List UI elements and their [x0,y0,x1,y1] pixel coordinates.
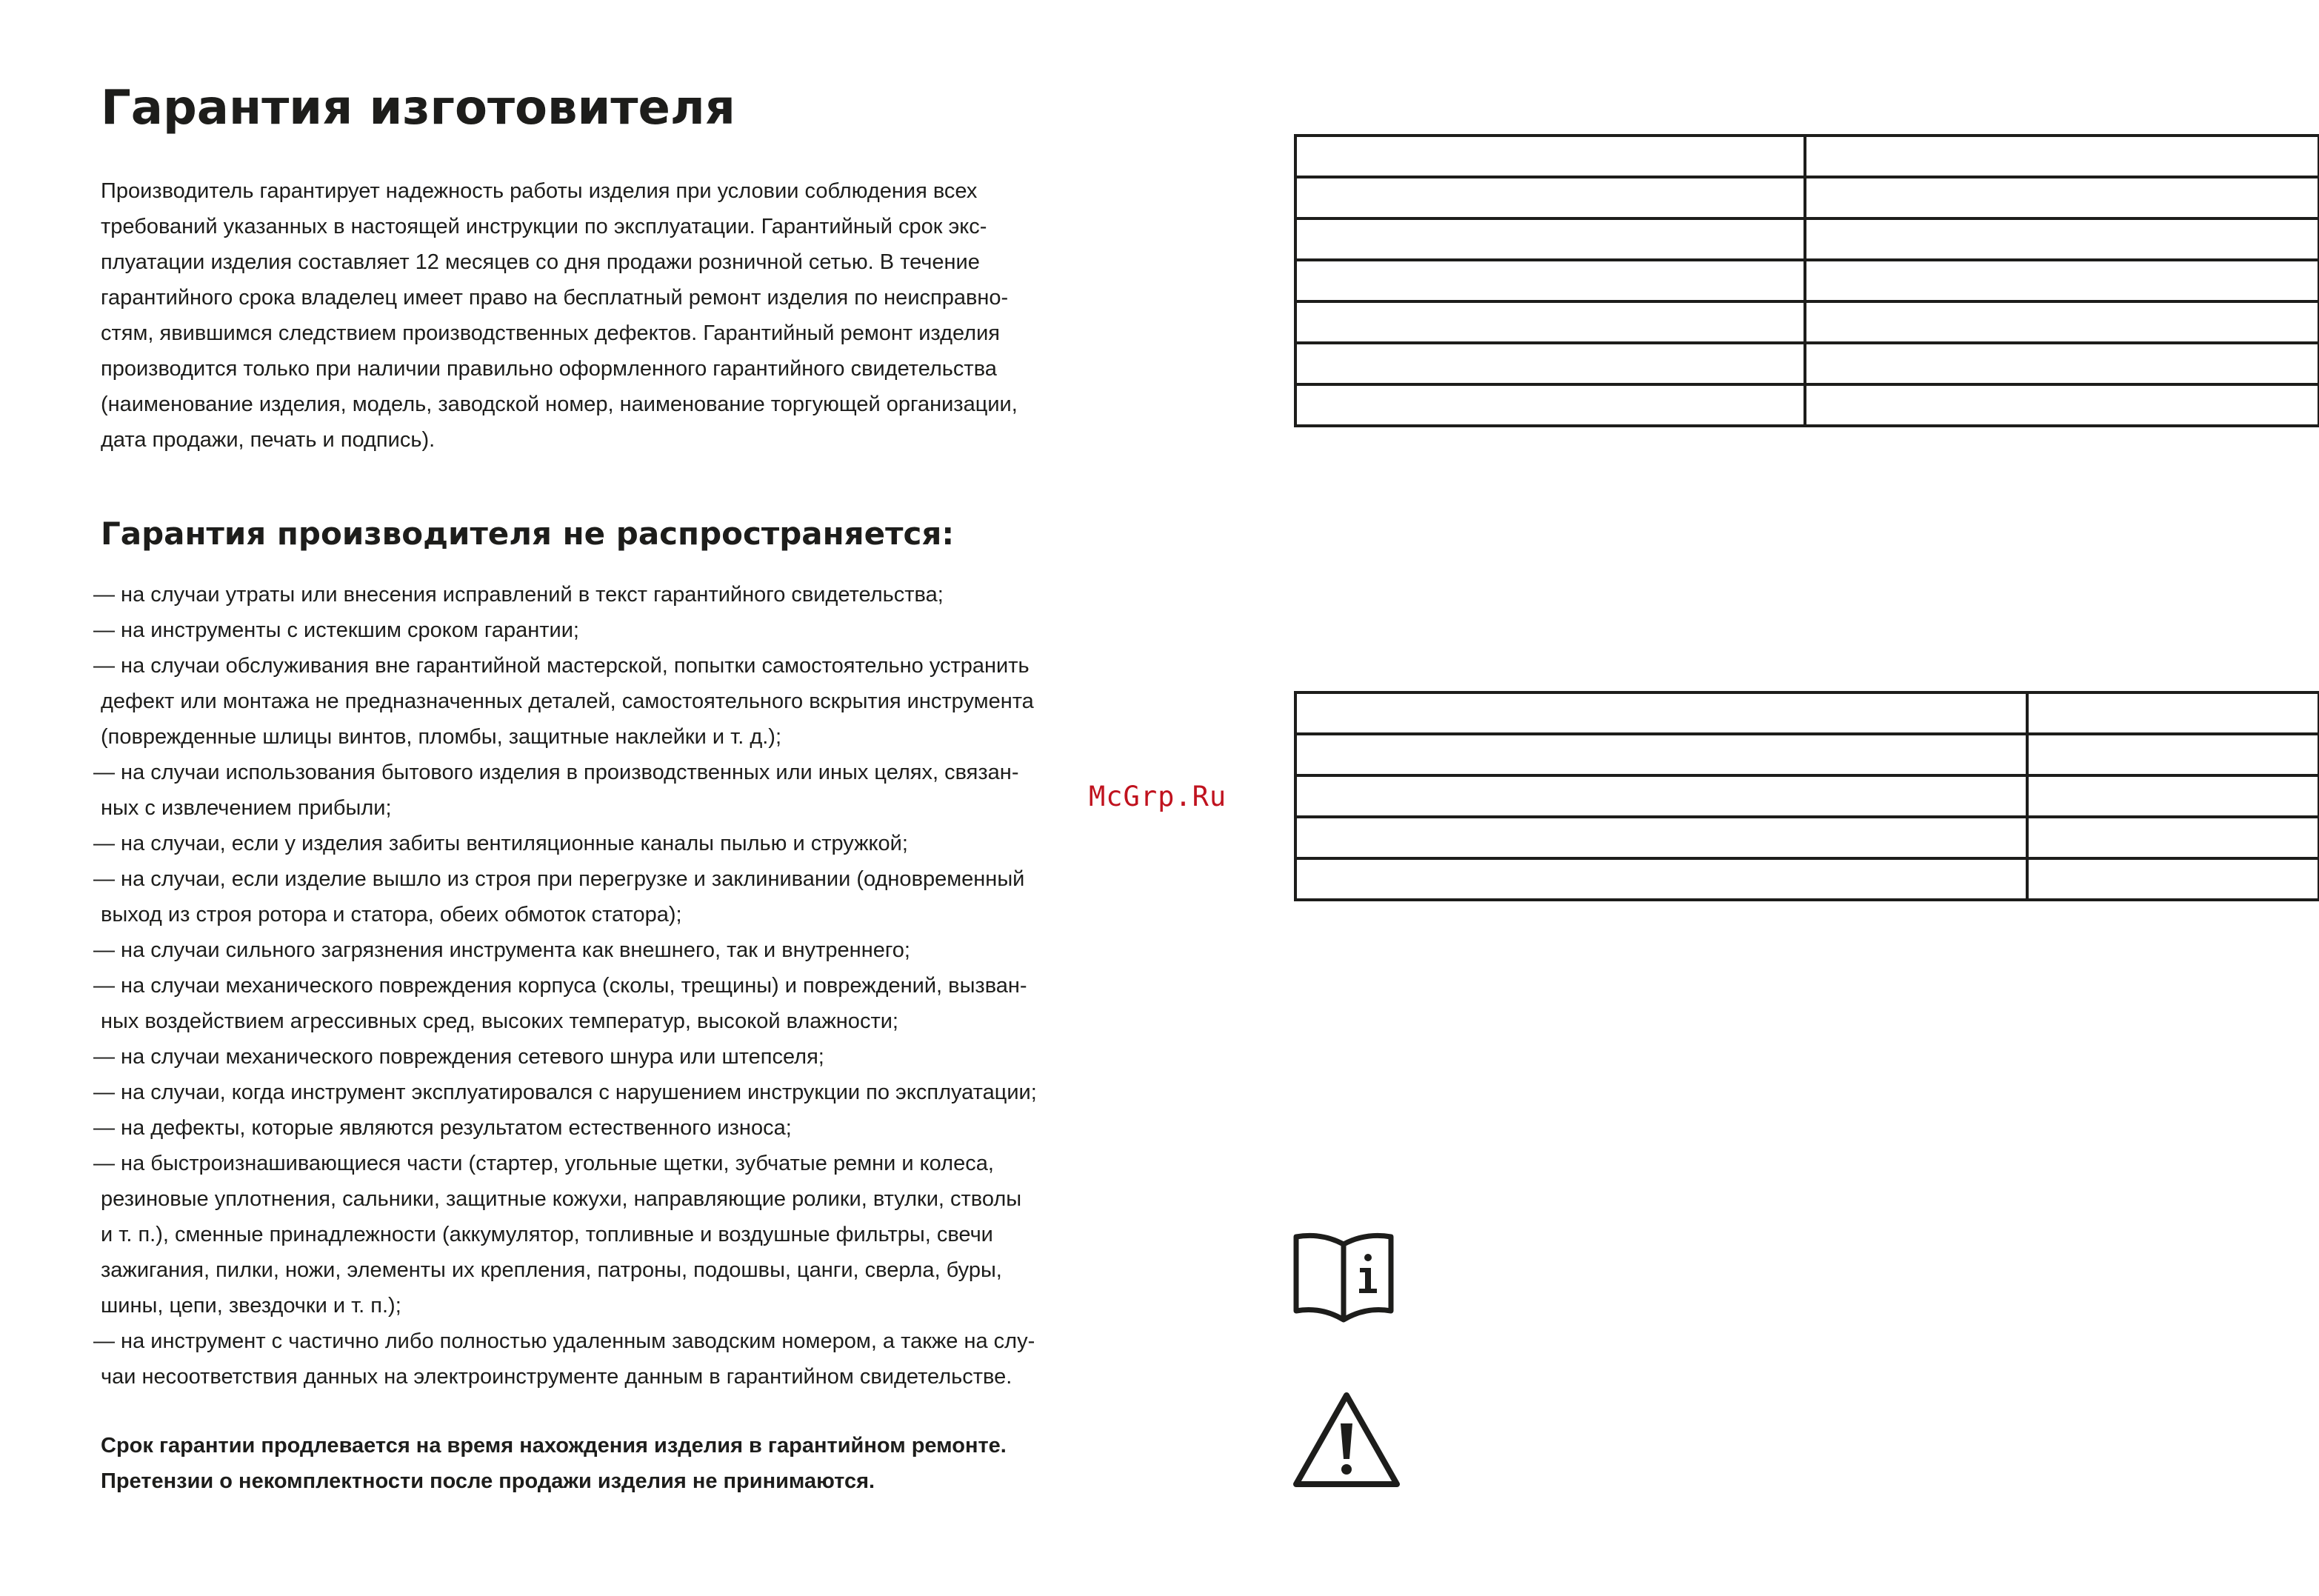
table-row [1295,301,2319,343]
intro-line: требований указанных в настоящей инструкции по эксплуатации. Гарантийный срок экс- [101,215,987,238]
table-row [1295,136,2319,177]
table-cell [1805,343,2319,384]
footer-line: Претензии о некомплектности после продажи изделия не принимаются. [101,1469,875,1493]
info-book-icon [1292,1229,1395,1324]
table-cell [1295,177,1805,218]
table-row [1295,384,2319,426]
table-cell [1805,218,2319,260]
list-item: — на случаи использования бытового изделия в производственных или иных целях, связан- [93,761,1019,784]
intro-line: дата продажи, печать и подпись). [101,428,436,452]
intro-line: производится только при наличии правильно оформленного гарантийного свидетельства [101,357,997,381]
table-row [1295,343,2319,384]
service-record-table [1294,691,2319,901]
list-item-continuation: дефект или монтажа не предназначенных деталей, самостоятельного вскрытия инструмента [101,690,1034,713]
exclusions-heading: Гарантия производителя не распространяется: [101,515,955,552]
list-item: — на случаи сильного загрязнения инструмента как внешнего, так и внутреннего; [93,938,910,962]
intro-line: (наименование изделия, модель, заводской номер, наименование торгующей организации, [101,393,1018,416]
table-cell [1295,384,1805,426]
list-item: — на случаи механического повреждения корпуса (сколы, трещины) и повреждений, вызван- [93,974,1027,998]
table-row [1295,734,2319,775]
list-item-continuation: ных воздействием агрессивных сред, высоких температур, высокой влажности; [101,1009,898,1033]
table-cell [1805,177,2319,218]
table-cell [1295,858,2027,900]
list-item: — на случаи, если изделие вышло из строя при перегрузке и заклинивании (одновременный [93,867,1025,891]
table-cell [1295,218,1805,260]
table-row [1295,775,2319,817]
table-row [1295,692,2319,734]
page-title: Гарантия изготовителя [101,81,735,136]
list-item-continuation: и т. п.), сменные принадлежности (аккумулятор, топливные и воздушные фильтры, свечи [101,1223,993,1246]
list-item: — на случаи механического повреждения сетевого шнура или штепселя; [93,1045,824,1069]
table-cell [1295,301,1805,343]
table-cell [1295,260,1805,301]
table-row [1295,817,2319,858]
warning-icon [1292,1391,1401,1489]
list-item: — на случаи, когда инструмент эксплуатировался с нарушением инструкции по эксплуатации; [93,1081,1037,1104]
intro-line: стям, явившимся следствием производственных дефектов. Гарантийный ремонт изделия [101,321,1001,345]
intro-line: плуатации изделия составляет 12 месяцев со дня продажи розничной сетью. В течение [101,250,980,274]
list-item-continuation: выход из строя ротора и статора, обеих обмоток статора); [101,903,682,926]
table-cell [1295,136,1805,177]
table-cell [2027,692,2319,734]
table-cell [1805,136,2319,177]
list-item-continuation: чаи несоответствия данных на электроинструменте данным в гарантийном свидетельстве. [101,1365,1012,1389]
table-cell [1805,384,2319,426]
list-item-continuation: (поврежденные шлицы винтов, пломбы, защитные наклейки и т. д.); [101,725,782,749]
table-cell [2027,858,2319,900]
list-item: — на дефекты, которые являются результатом естественного износа; [93,1116,792,1140]
warranty-form-table [1294,134,2319,427]
list-item: — на инструмент с частично либо полностью удаленным заводским номером, а также на слу- [93,1329,1035,1353]
table-cell [2027,775,2319,817]
table-row [1295,260,2319,301]
list-item: — на случаи, если у изделия забиты вентиляционные каналы пылью и стружкой; [93,832,908,855]
list-item: — на случаи обслуживания вне гарантийной мастерской, попытки самостоятельно устранить [93,654,1030,678]
table-cell [1295,817,2027,858]
list-item: — на быстроизнашивающиеся части (стартер, угольные щетки, зубчатые ремни и колеса, [93,1152,994,1175]
table-cell [2027,817,2319,858]
table-cell [1295,775,2027,817]
table-cell [1295,692,2027,734]
table-cell [1805,301,2319,343]
table-row [1295,218,2319,260]
list-item: — на инструменты с истекшим сроком гарантии; [93,618,579,642]
intro-line: гарантийного срока владелец имеет право на бесплатный ремонт изделия по неисправно- [101,286,1009,310]
warranty-footer-note [101,1428,1152,1499]
list-item-continuation: ных с извлечением прибыли; [101,796,392,820]
exclusions-list [93,577,1160,1395]
list-item-continuation: зажигания, пилки, ножи, элементы их крепления, патроны, подошвы, цанги, сверла, буры, [101,1258,1002,1282]
table-cell [1805,260,2319,301]
table-cell [1295,734,2027,775]
table-row [1295,858,2319,900]
watermark: McGrp.Ru [1089,781,1227,812]
list-item: — на случаи утраты или внесения исправлений в текст гарантийного свидетельства; [93,583,944,607]
footer-line: Срок гарантии продлевается на время нахождения изделия в гарантийном ремонте. [101,1434,1007,1458]
table-cell [2027,734,2319,775]
intro-paragraph [101,173,1152,458]
intro-line: Производитель гарантирует надежность работы изделия при условии соблюдения всех [101,179,978,203]
table-row [1295,177,2319,218]
table-cell [1295,343,1805,384]
list-item-continuation: шины, цепи, звездочки и т. п.); [101,1294,401,1318]
list-item-continuation: резиновые уплотнения, сальники, защитные кожухи, направляющие ролики, втулки, стволы [101,1187,1022,1211]
